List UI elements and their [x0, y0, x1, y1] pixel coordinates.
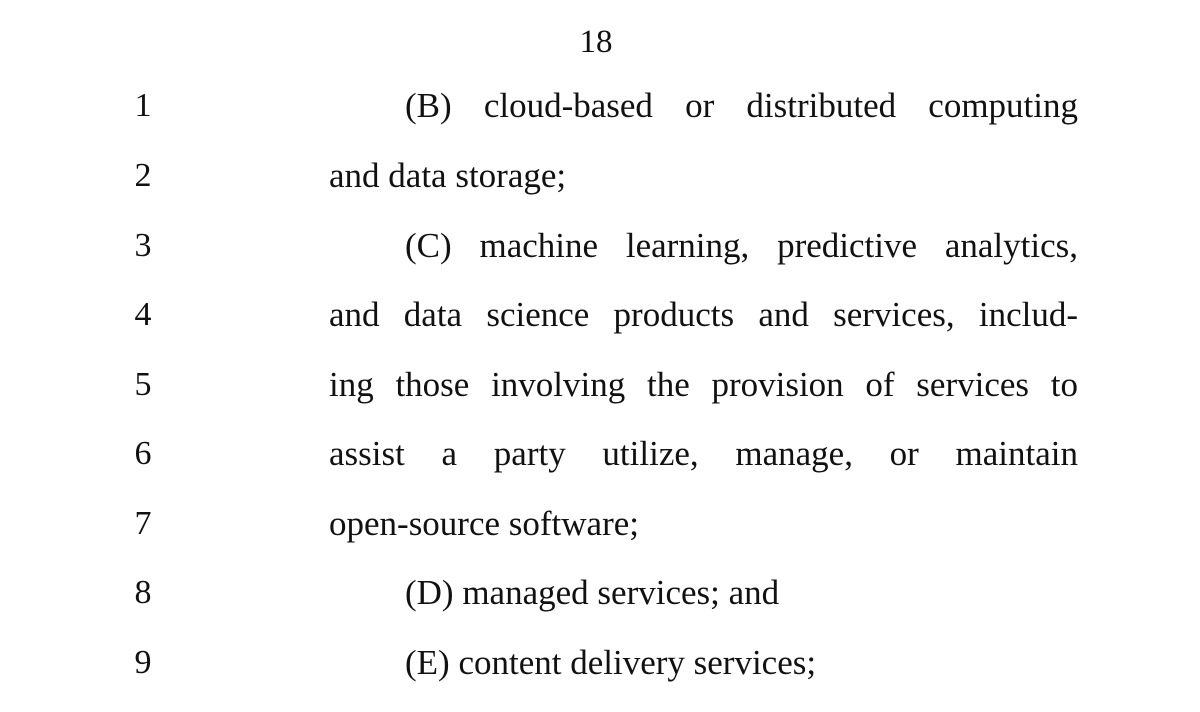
line-number: 7 [134, 505, 152, 542]
line-text: (C) machine learning, predictive analytics, [405, 226, 1078, 265]
line-text: (D) managed services; and [405, 573, 780, 612]
line-text: open-source software; [329, 504, 640, 543]
line-text: assist a party utilize, manage, or maintain [329, 434, 1078, 473]
line-number: 9 [134, 644, 152, 681]
line-text: (B) cloud-based or distributed computing [405, 86, 1078, 125]
line-number: 5 [134, 366, 152, 403]
line-number: 8 [134, 574, 152, 611]
document-line-6 [0, 432, 1200, 476]
page-number: 18 [579, 24, 613, 60]
line-text: ing those involving the provision of services to [329, 365, 1078, 404]
document-line-2 [0, 154, 1200, 198]
line-number: 1 [134, 87, 152, 124]
document-line-8 [0, 571, 1200, 615]
line-text: and data storage; [329, 156, 567, 195]
document-line-9 [0, 641, 1200, 685]
line-text: and data science products and services, includ- [329, 295, 1078, 334]
document-line-7 [0, 502, 1200, 546]
line-number: 3 [134, 227, 152, 264]
line-number: 2 [134, 157, 152, 194]
line-number: 4 [134, 296, 152, 333]
document-line-1 [0, 84, 1200, 128]
document-line-4 [0, 293, 1200, 337]
line-number: 6 [134, 435, 152, 472]
document-line-5 [0, 363, 1200, 407]
document-line-3 [0, 224, 1200, 268]
line-text: (E) content delivery services; [405, 643, 817, 682]
